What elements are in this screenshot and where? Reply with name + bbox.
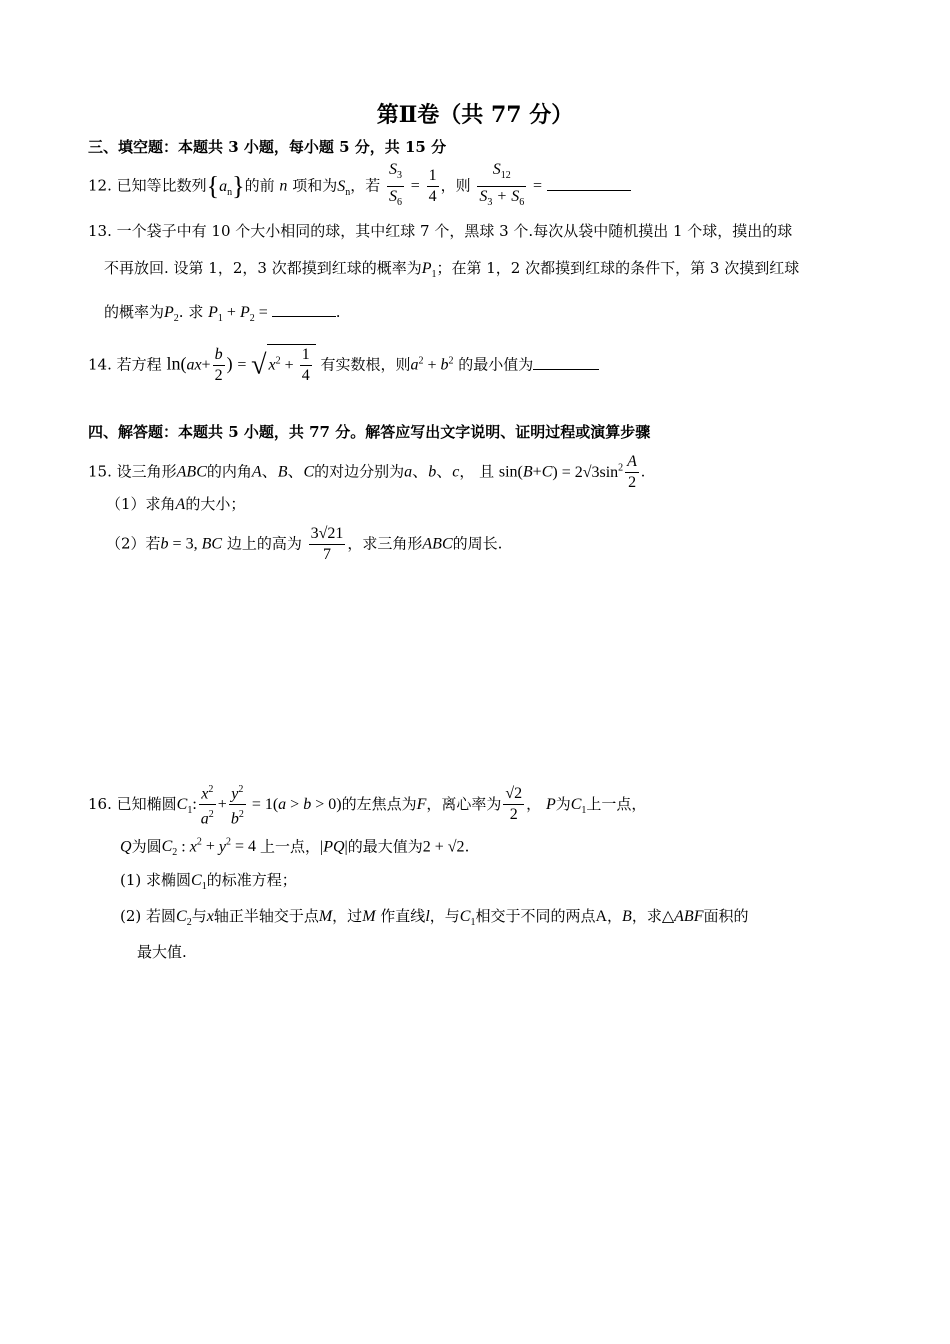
fraction-s12-sum: $\frac{S_{12}}{S_3 + S_6}$ — [477, 160, 526, 213]
question-16: 16. 已知椭圆$C_1$: $\frac{x^2}{a^2}$ + $\frac{y^2}{b^2}$ = 1(a > b > 0)的左焦点为F，离心率为 $\frac{√2}{2}$ ， P为$C_1$上一点， — [88, 784, 647, 828]
q15-number: 15. — [88, 462, 112, 481]
question-13-line-2: 不再放回. 设第 1，2，3 次都摸到红球的概率为$P_1$；在第 1，2 次都摸到红球的条件下，第 3 次摸到红球 — [104, 259, 800, 281]
question-15: 15. 设三角形ABC的内角A、B、C的对边分别为a、b、c， 且 $\sin(B+C) = 2√3\sin^2$ $\frac{A}{2}$ . — [88, 453, 645, 491]
q13-number: 13. — [88, 222, 112, 240]
answer-blank-12[interactable] — [547, 176, 631, 191]
question-16-part-2-cont: 最大值. — [137, 943, 187, 961]
question-15-part-2: （2）若b = 3, BC 边上的高为 $\frac{3√21}{7}$ ，求三角形ABC的周长. — [106, 525, 503, 563]
fraction-s3-s6: $\frac{S_3}{S_6}$ — [387, 160, 404, 213]
question-12: 12. 已知等比数列$\{a_n\}$的前 n 项和为$S_n$，若 $\frac{S_3}{S_6}$ = $\frac{1}{4}$ ，则 $\frac{S_{12}}{S_3 + S_6}$ = — [88, 160, 631, 213]
answer-blank-13[interactable] — [272, 302, 336, 317]
answer-blank-14[interactable] — [533, 355, 599, 370]
paper-title: 第Ⅱ卷（共 77 分） — [376, 102, 574, 128]
question-15-part-1: （1）求角A的大小； — [106, 495, 246, 513]
question-16-line-2: Q为圆$C_2$ : $x^2 + y^2 = 4$ 上一点，|PQ|的最大值为2 + √2. — [120, 837, 470, 859]
height-fraction: $\frac{3√21}{7}$ — [310, 525, 344, 563]
q14-number: 14. — [88, 355, 112, 374]
sqrt-expression: $x^2$ + $\frac{1}{4}$ — [267, 344, 316, 386]
question-16-part-1: (1) 求椭圆$C_1$的标准方程； — [120, 871, 297, 893]
question-16-part-2: (2) 若圆$C_2$与x轴正半轴交于点M，过M 作直线l，与$C_1$相交于不同的两点A，B，求△ABF面积的 — [120, 907, 749, 929]
q16-number: 16. — [88, 794, 112, 813]
q12-number: 12. — [88, 176, 112, 195]
fraction-one-quarter: $\frac{1}{4}$ — [428, 167, 437, 206]
section-3-heading: 三、填空题：本题共 3 小题，每小题 5 分，共 15 分 — [88, 138, 447, 156]
question-13-line-1: 13. 一个袋子中有 10 个大小相同的球，其中红球 7 个，黑球 3 个.每次从袋中随机摸出 1 个球，摸出的球 — [88, 222, 793, 240]
question-13-line-3: 的概率为$P_2$. 求 $P_1 + P_2$ = . — [104, 303, 341, 325]
question-14: 14. 若方程 ln(ax+ $\frac{b}{2}$ ) = √ $x^2$ + $\frac{1}{4}$ 有实数根，则$a^2 + b^2$ 的最小值为 — [88, 344, 599, 386]
section-4-heading: 四、解答题：本题共 5 小题，共 77 分。解答应写出文字说明、证明过程或演算步骤 — [88, 423, 651, 441]
